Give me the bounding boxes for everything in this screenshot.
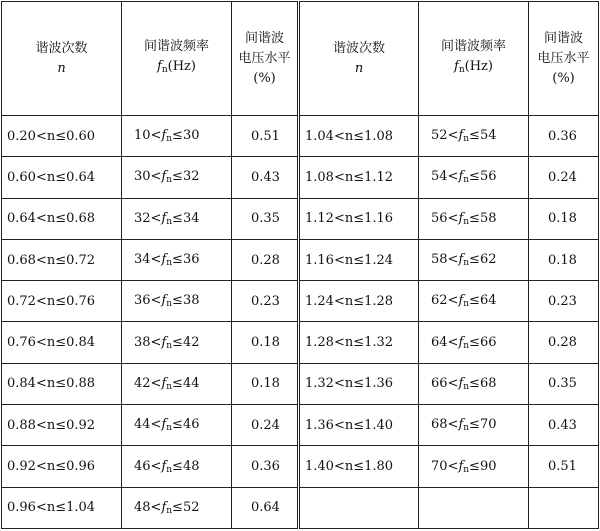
frequency-subscript: n <box>166 258 173 269</box>
frequency-range-cell <box>419 487 529 528</box>
voltage-level-cell: 0.28 <box>232 239 299 280</box>
header-interharmonic-frequency: 间谐波频率 $f_n(Hz)$ <box>122 2 232 116</box>
frequency-lower-bound: 52< <box>431 128 459 144</box>
frequency-range-cell <box>419 281 529 322</box>
frequency-range-cell <box>419 405 529 446</box>
frequency-symbol: f <box>161 252 167 268</box>
frequency-symbol: f <box>161 334 167 350</box>
frequency-upper-bound: ≤48 <box>172 458 200 474</box>
frequency-subscript: n <box>463 134 470 145</box>
frequency-lower-bound: 54< <box>431 169 459 185</box>
frequency-upper-bound: ≤58 <box>469 210 497 226</box>
frequency-symbol: f <box>161 458 167 474</box>
frequency-lower-bound: 64< <box>431 334 459 350</box>
frequency-symbol: f <box>458 169 464 185</box>
frequency-upper-bound: ≤32 <box>172 169 200 185</box>
header-voltage-level: 间谐波 电压水平 (%) <box>529 2 599 116</box>
frequency-range-cell <box>122 446 232 487</box>
frequency-symbol: f <box>458 252 464 268</box>
voltage-level-cell: 0.64 <box>232 487 299 528</box>
voltage-level-cell: 0.35 <box>232 198 299 239</box>
harmonic-order-cell: 0.96<n≤1.04 <box>2 487 122 528</box>
table-row <box>2 116 599 157</box>
frequency-upper-bound: ≤64 <box>469 293 497 309</box>
harmonic-order-cell: 1.04<n≤1.08 <box>299 116 419 157</box>
table-row <box>2 487 599 528</box>
harmonic-order-cell: 1.28<n≤1.32 <box>299 322 419 363</box>
frequency-range-cell <box>122 281 232 322</box>
frequency-symbol: f <box>458 128 464 144</box>
harmonic-order-cell: 1.36<n≤1.40 <box>299 405 419 446</box>
frequency-lower-bound: 34< <box>134 252 162 268</box>
table-row <box>2 157 599 198</box>
frequency-subscript: n <box>463 464 470 475</box>
frequency-subscript: n <box>463 340 470 351</box>
frequency-subscript: n <box>463 423 470 434</box>
frequency-subscript: n <box>166 175 173 186</box>
harmonic-order-cell: 1.40<n≤1.80 <box>299 446 419 487</box>
frequency-subscript: n <box>166 134 173 145</box>
frequency-lower-bound: 58< <box>431 252 459 268</box>
frequency-subscript: n <box>166 381 173 392</box>
voltage-level-cell: 0.43 <box>232 157 299 198</box>
frequency-symbol: f <box>458 458 464 474</box>
frequency-symbol: f <box>458 375 464 391</box>
frequency-lower-bound: 30< <box>134 169 162 185</box>
frequency-symbol: f <box>458 417 464 433</box>
frequency-symbol: f <box>161 499 167 515</box>
frequency-upper-bound: ≤62 <box>469 252 497 268</box>
header-interharmonic-frequency: 间谐波频率 $f_n(Hz)$ <box>419 2 529 116</box>
frequency-range-cell <box>419 363 529 404</box>
voltage-level-cell <box>529 487 599 528</box>
frequency-lower-bound: 62< <box>431 293 459 309</box>
harmonic-table <box>1 1 599 529</box>
frequency-subscript: n <box>463 258 470 269</box>
frequency-lower-bound: 46< <box>134 458 162 474</box>
frequency-range-cell <box>122 116 232 157</box>
frequency-upper-bound: ≤34 <box>172 210 200 226</box>
frequency-upper-bound: ≤46 <box>172 417 200 433</box>
frequency-upper-bound: ≤90 <box>469 458 497 474</box>
frequency-lower-bound: 44< <box>134 417 162 433</box>
frequency-subscript: n <box>166 216 173 227</box>
frequency-symbol: f <box>161 169 167 185</box>
frequency-range-cell <box>122 239 232 280</box>
header-voltage-level: 间谐波 电压水平 (%) <box>232 2 299 116</box>
harmonic-order-cell: 0.72<n≤0.76 <box>2 281 122 322</box>
voltage-level-cell: 0.51 <box>529 446 599 487</box>
voltage-level-cell: 0.18 <box>232 363 299 404</box>
frequency-range-cell <box>419 198 529 239</box>
voltage-level-cell: 0.35 <box>529 363 599 404</box>
frequency-lower-bound: 32< <box>134 210 162 226</box>
frequency-range-cell <box>419 446 529 487</box>
frequency-symbol: f <box>161 210 167 226</box>
frequency-subscript: n <box>166 423 173 434</box>
voltage-level-cell: 0.23 <box>232 281 299 322</box>
frequency-symbol: f <box>458 210 464 226</box>
frequency-symbol: f <box>458 334 464 350</box>
table-row <box>2 405 599 446</box>
frequency-upper-bound: ≤68 <box>469 375 497 391</box>
voltage-level-cell: 0.43 <box>529 405 599 446</box>
harmonic-order-cell: 1.08<n≤1.12 <box>299 157 419 198</box>
frequency-subscript: n <box>166 505 173 516</box>
frequency-range-cell <box>122 405 232 446</box>
frequency-range-cell <box>419 157 529 198</box>
harmonic-order-cell: 0.84<n≤0.88 <box>2 363 122 404</box>
harmonic-order-cell: 1.32<n≤1.36 <box>299 363 419 404</box>
frequency-subscript: n <box>463 381 470 392</box>
frequency-lower-bound: 70< <box>431 458 459 474</box>
frequency-upper-bound: ≤56 <box>469 169 497 185</box>
frequency-range-cell <box>419 239 529 280</box>
frequency-subscript: n <box>463 216 470 227</box>
frequency-subscript: n <box>166 299 173 310</box>
frequency-subscript: n <box>166 464 173 475</box>
table-row <box>2 239 599 280</box>
frequency-upper-bound: ≤70 <box>469 417 497 433</box>
frequency-range-cell <box>122 487 232 528</box>
frequency-lower-bound: 10< <box>134 128 162 144</box>
frequency-symbol: f <box>161 375 167 391</box>
frequency-range-cell <box>419 116 529 157</box>
table-row <box>2 322 599 363</box>
frequency-subscript: n <box>463 299 470 310</box>
harmonic-order-cell: 0.68<n≤0.72 <box>2 239 122 280</box>
frequency-upper-bound: ≤38 <box>172 293 200 309</box>
harmonic-order-cell: 0.60<n≤0.64 <box>2 157 122 198</box>
frequency-range-cell <box>122 363 232 404</box>
frequency-symbol: f <box>161 128 167 144</box>
harmonic-order-cell <box>299 487 419 528</box>
table-row <box>2 446 599 487</box>
frequency-upper-bound: ≤30 <box>172 128 200 144</box>
frequency-range-cell <box>122 322 232 363</box>
frequency-symbol: f <box>458 293 464 309</box>
voltage-level-cell: 0.18 <box>529 239 599 280</box>
header-harmonic-order: 谐波次数 n <box>299 2 419 116</box>
frequency-upper-bound: ≤36 <box>172 252 200 268</box>
harmonic-order-cell: 0.64<n≤0.68 <box>2 198 122 239</box>
frequency-lower-bound: 36< <box>134 293 162 309</box>
frequency-symbol: f <box>161 417 167 433</box>
voltage-level-cell: 0.36 <box>529 116 599 157</box>
frequency-upper-bound: ≤66 <box>469 334 497 350</box>
frequency-lower-bound: 48< <box>134 499 162 515</box>
harmonic-order-cell: 0.88<n≤0.92 <box>2 405 122 446</box>
frequency-range-cell <box>122 157 232 198</box>
voltage-level-cell: 0.24 <box>529 157 599 198</box>
frequency-range-cell <box>122 198 232 239</box>
frequency-upper-bound: ≤42 <box>172 334 200 350</box>
frequency-range-cell <box>419 322 529 363</box>
table-row <box>2 281 599 322</box>
harmonic-order-cell: 1.16<n≤1.24 <box>299 239 419 280</box>
harmonic-order-cell: 0.92<n≤0.96 <box>2 446 122 487</box>
frequency-lower-bound: 56< <box>431 210 459 226</box>
frequency-upper-bound: ≤54 <box>469 128 497 144</box>
voltage-level-cell: 0.36 <box>232 446 299 487</box>
frequency-subscript: n <box>463 175 470 186</box>
header-harmonic-order: 谐波次数 n <box>2 2 122 116</box>
frequency-lower-bound: 68< <box>431 417 459 433</box>
harmonic-order-cell: 1.12<n≤1.16 <box>299 198 419 239</box>
voltage-level-cell: 0.51 <box>232 116 299 157</box>
voltage-level-cell: 0.23 <box>529 281 599 322</box>
frequency-upper-bound: ≤52 <box>172 499 200 515</box>
frequency-upper-bound: ≤44 <box>172 375 200 391</box>
frequency-subscript: n <box>166 340 173 351</box>
frequency-lower-bound: 42< <box>134 375 162 391</box>
voltage-level-cell: 0.28 <box>529 322 599 363</box>
voltage-level-cell: 0.24 <box>232 405 299 446</box>
frequency-lower-bound: 38< <box>134 334 162 350</box>
table-row <box>2 198 599 239</box>
voltage-level-cell: 0.18 <box>232 322 299 363</box>
harmonic-order-cell: 0.20<n≤0.60 <box>2 116 122 157</box>
harmonic-order-cell: 0.76<n≤0.84 <box>2 322 122 363</box>
frequency-lower-bound: 66< <box>431 375 459 391</box>
table-row <box>2 363 599 404</box>
header-row <box>2 2 599 116</box>
voltage-level-cell: 0.18 <box>529 198 599 239</box>
harmonic-order-cell: 1.24<n≤1.28 <box>299 281 419 322</box>
frequency-symbol: f <box>161 293 167 309</box>
